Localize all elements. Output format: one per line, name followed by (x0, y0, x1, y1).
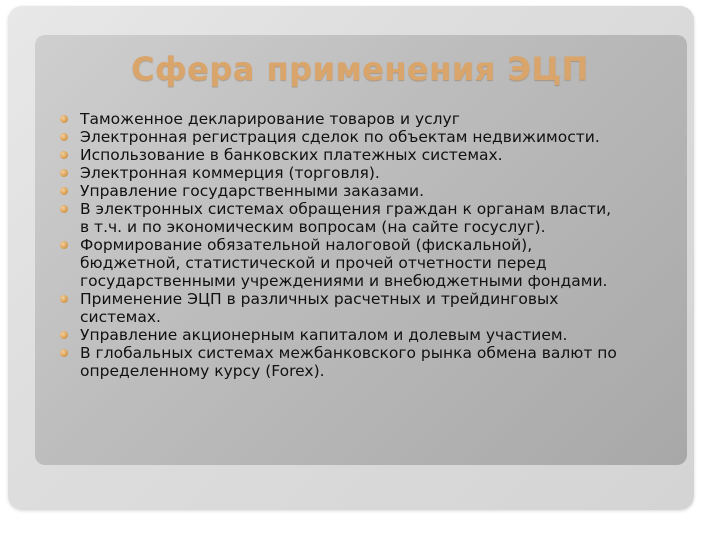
list-item-text: Применение ЭЦП в различных расчетных и трейдинговых системах. (80, 290, 559, 326)
list-item-text: Управление акционерным капиталом и долевым участием. (80, 326, 568, 344)
slide-title: Сфера применения ЭЦП (131, 50, 589, 88)
list-item-text: Таможенное декларирование товаров и услуг (80, 110, 460, 128)
bullet-icon (60, 115, 68, 123)
list-item (60, 290, 620, 326)
list-item (60, 146, 620, 164)
bullet-icon (60, 133, 68, 141)
list-item (60, 326, 620, 344)
list-item-text: В глобальных системах межбанковского рынка обмена валют по определенному курсу (Forex). (80, 344, 617, 380)
bullet-icon (60, 205, 68, 213)
bullet-icon (60, 187, 68, 195)
list-item-text: Управление государственными заказами. (80, 182, 424, 200)
list-item (60, 344, 620, 380)
bullet-icon (60, 151, 68, 159)
list-item (60, 110, 620, 128)
list-item-text: Формирование обязательной налоговой (фискальной), бюджетной, статистической и прочей отчетности перед государственными учреждениями и внебюджетными фондами. (80, 236, 608, 290)
bullet-icon (60, 331, 68, 339)
bullet-list (60, 110, 620, 380)
bullet-icon (60, 349, 68, 357)
list-item-text: В электронных системах обращения граждан к органам власти, в т.ч. и по экономическим вопросам (на сайте госуслуг). (80, 200, 612, 236)
list-item (60, 182, 620, 200)
list-item (60, 128, 620, 146)
list-item (60, 236, 620, 290)
list-item (60, 200, 620, 236)
list-item-text: Использование в банковских платежных системах. (80, 146, 503, 164)
bullet-icon (60, 241, 68, 249)
list-item-text: Электронная коммерция (торговля). (80, 164, 380, 182)
bullet-icon (60, 295, 68, 303)
bullet-icon (60, 169, 68, 177)
list-item (60, 164, 620, 182)
list-item-text: Электронная регистрация сделок по объектам недвижимости. (80, 128, 600, 146)
